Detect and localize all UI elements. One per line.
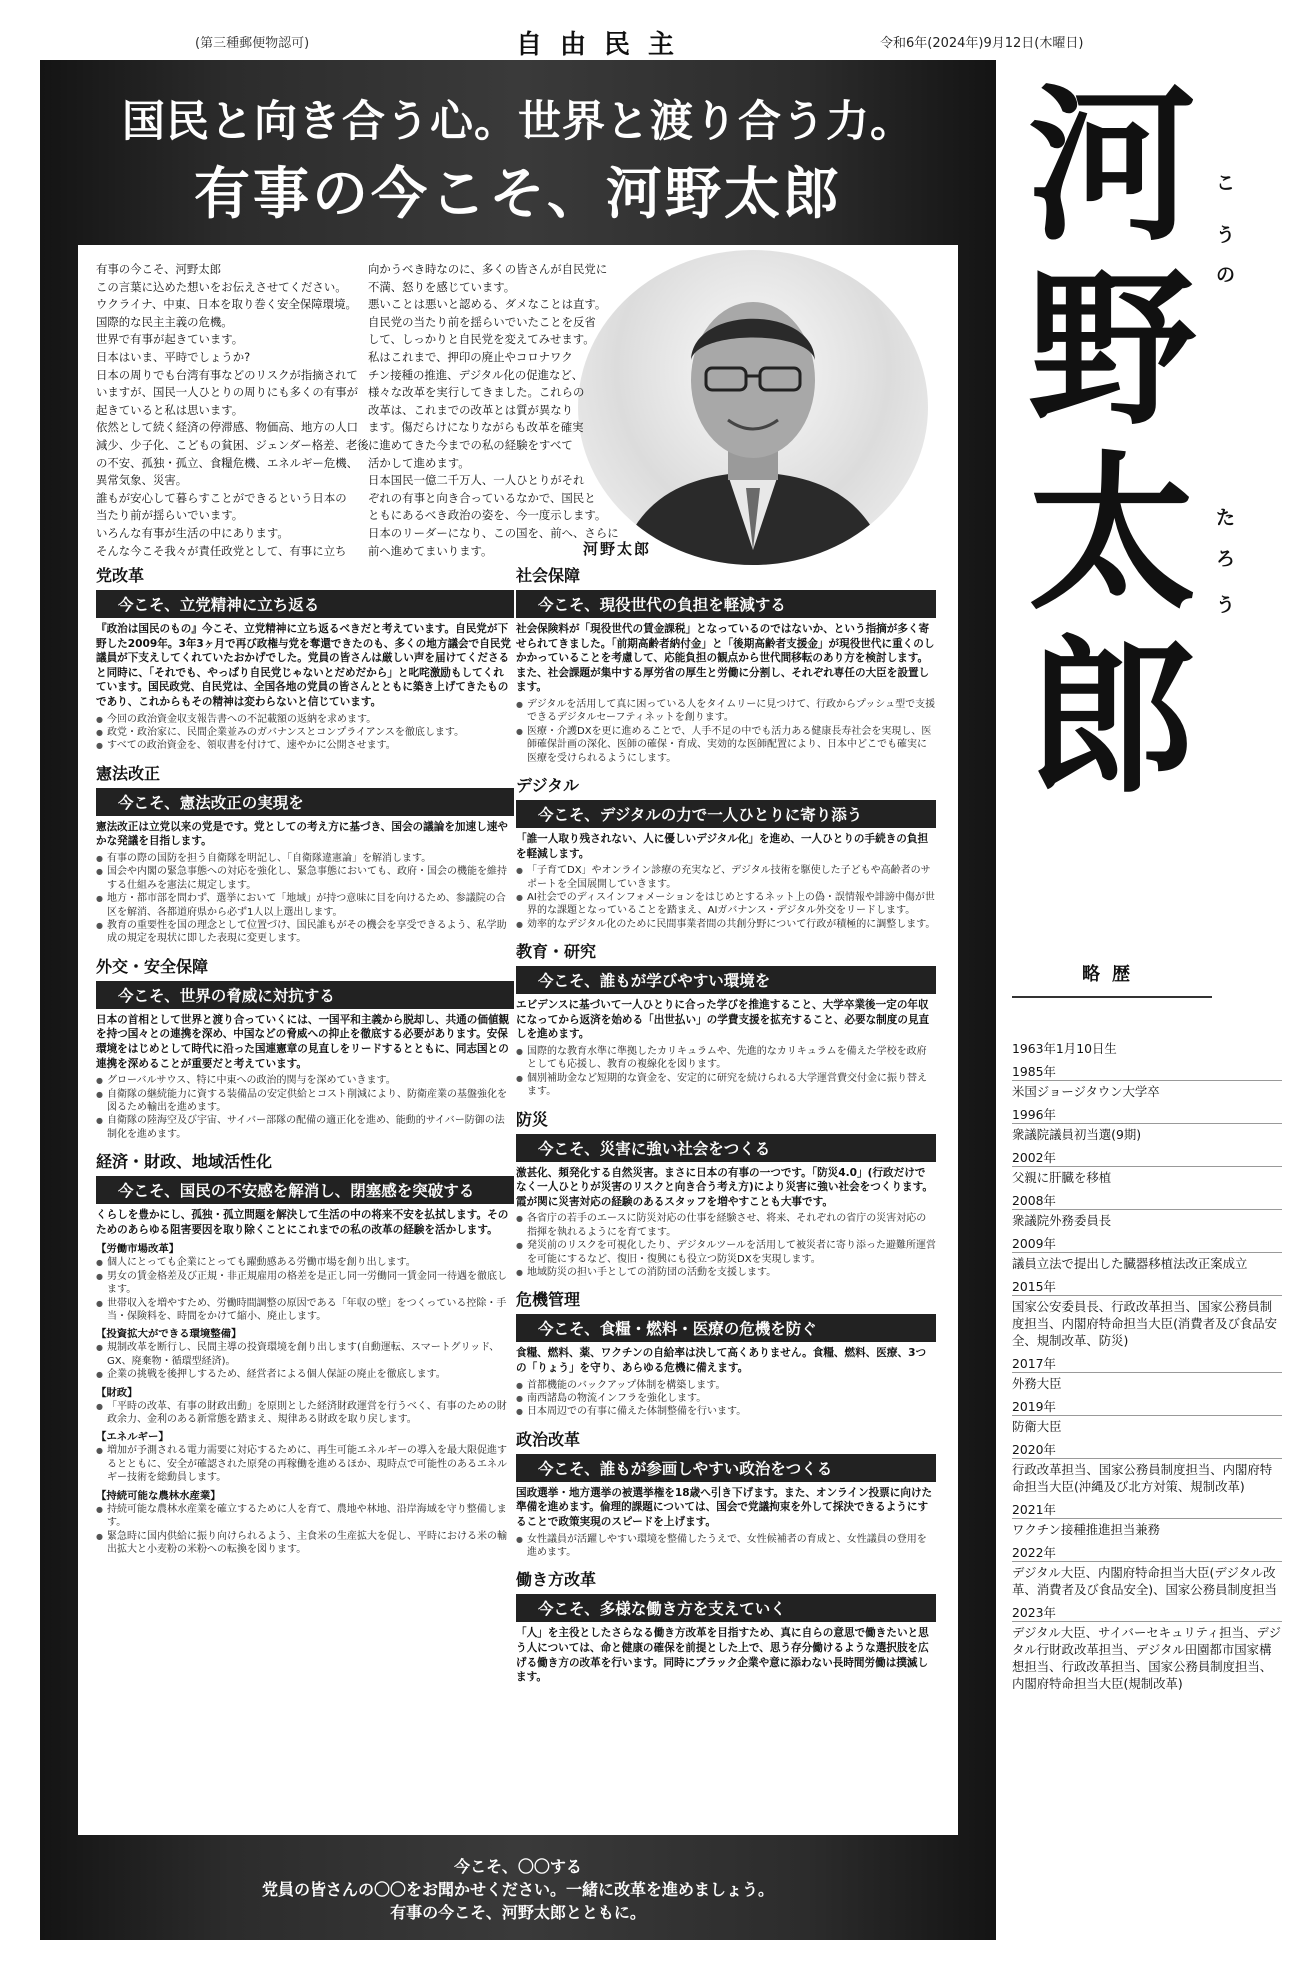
bullet-item: ● 地域防災の担い手としての消防団の活動を支援します。 bbox=[516, 1266, 936, 1279]
bullet-list bbox=[516, 1379, 936, 1419]
section-title: 社会保障 bbox=[516, 566, 581, 585]
policy-column-right bbox=[516, 563, 936, 1693]
biography-year: 2023年 bbox=[1012, 1604, 1282, 1622]
biography-year: 2021年 bbox=[1012, 1501, 1282, 1519]
biography-desc: 国家公安委員長、行政改革担当、国家公務員制度担当、内閣府特命担当大臣(消費者及び食品安全、規制改革、防災) bbox=[1012, 1299, 1278, 1348]
subsection-heading: 【労働市場改革】 bbox=[96, 1243, 180, 1256]
intro-line: いろんな有事が生活の中にあります。 bbox=[96, 525, 289, 540]
bullet-item: ● 有事の際の国防を担う自衛隊を明記し、「自衛隊違憲論」を解消します。 bbox=[96, 852, 514, 865]
name-ruby: う bbox=[1216, 594, 1236, 616]
intro-line: 日本のリーダーになり、この国を、前へ、さらに bbox=[368, 525, 619, 540]
section-title: 憲法改正 bbox=[96, 763, 161, 783]
name-ruby: の bbox=[1216, 264, 1236, 286]
issue-date: 令和6年(2024年)9月12日(木曜日) bbox=[880, 36, 1084, 51]
section-headline-bar: 今こそ、誰もが参画しやすい政治をつくる bbox=[516, 1454, 936, 1482]
biography-year: 2022年 bbox=[1012, 1544, 1282, 1562]
section-title: 政治改革 bbox=[516, 1429, 581, 1449]
biography-desc: ワクチン接種推進担当兼務 bbox=[1012, 1522, 1161, 1537]
name-ruby: ろ bbox=[1216, 548, 1236, 570]
intro-line: 日本はいま、平時でしょうか? bbox=[96, 349, 251, 364]
bullet-item: ● 緊急時に国内供給に振り向けられるよう、主食米の生産拡大を促し、平時における米の輸出拡大と小麦粉の米粉への転換を図ります。 bbox=[96, 1530, 514, 1557]
name-char: 太 bbox=[1028, 436, 1196, 632]
section-headline-bar: 今こそ、憲法改正の実現を bbox=[96, 788, 514, 816]
section-constitution bbox=[96, 761, 514, 946]
bullet-list bbox=[96, 852, 514, 946]
bullet-item: ● 効率的なデジタル化のために民間事業者間の共創分野について行政が積極的に調整します。 bbox=[516, 918, 936, 931]
bullet-item: ● 自衛隊の継続能力に資する装備品の安定供給とコスト削減により、防衛産業の基盤強化を図るため輸出を進めます。 bbox=[96, 1088, 514, 1115]
section-lead: 「人」を主役としたさらなる働き方改革を目指すため、真に自らの意思で働きたいと思う人については、命と健康の確保を前提とした上で、思う存分働けるような選択肢を広げる働き方の改革を行います。同時にブラック企業や意に添わない長時間労働は撲滅します。 bbox=[516, 1627, 929, 1684]
name-ruby: た bbox=[1216, 507, 1236, 529]
intro-line: 不満、怒りを感じています。 bbox=[368, 279, 516, 294]
bullet-item: ● デジタルを活用して真に困っている人をタイムリーに見つけて、行政からプッシュ型で支援できるデジタルセーフティネットを創ります。 bbox=[516, 698, 936, 725]
content-panel bbox=[78, 245, 958, 1835]
intro-line: 誰もが安心して暮らすことができるという日本の bbox=[96, 490, 347, 505]
headline-line1: 国民と向き合う心。世界と渡り合う力。 bbox=[122, 97, 914, 147]
biography-year: 2017年 bbox=[1012, 1355, 1282, 1373]
bullet-item: ● 「平時の改革、有事の財政出動」を原則とした経済財政運営を行うべく、有事のための財政余力、金利のある新常態を踏まえ、規律ある財政を取り戻します。 bbox=[96, 1400, 514, 1427]
section-title: 危機管理 bbox=[516, 1290, 581, 1310]
candidate-name bbox=[1028, 68, 1196, 816]
bullet-item: ● 男女の賃金格差及び正規・非正規雇用の格差を是正し同一労働同一賃金同一待遇を徹底します。 bbox=[96, 1270, 514, 1297]
section-headline-bar: 今こそ、食糧・燃料・医療の危機を防ぐ bbox=[516, 1314, 936, 1342]
section-diplomacy bbox=[96, 954, 514, 1141]
section-headline-bar: 今こそ、デジタルの力で一人ひとりに寄り添う bbox=[516, 800, 936, 828]
intro-line: 有事の今こそ、河野太郎 bbox=[96, 262, 222, 276]
biography-entry bbox=[1012, 1355, 1282, 1392]
intro-line: ます。傷だらけになりながらも改革を確実 bbox=[368, 420, 584, 435]
section-party-reform bbox=[96, 563, 514, 753]
intro-line: 起きていると私は思います。 bbox=[96, 402, 244, 417]
section-title: 働き方改革 bbox=[516, 1570, 597, 1590]
intro-line: 悪いことは悪いと認める、ダメなことは直す。 bbox=[368, 297, 607, 312]
bullet-list bbox=[96, 1341, 514, 1381]
biography-entry bbox=[1012, 1398, 1282, 1435]
biography-desc: 議員立法で提出した臓器移植法改正案成立 bbox=[1012, 1256, 1248, 1271]
intro-line: 様々な改革を実行してきました。これらの bbox=[368, 385, 585, 400]
biography-entry bbox=[1012, 1235, 1282, 1272]
closing-line: 党員の皆さんの〇〇をお聞かせください。一緒に改革を進めましょう。 bbox=[261, 1880, 774, 1899]
biography-entry bbox=[1012, 1278, 1282, 1349]
intro-line: 当たり前が揺らいでいます。 bbox=[96, 508, 244, 523]
biography-desc: 防衛大臣 bbox=[1012, 1419, 1062, 1434]
section-title: 党改革 bbox=[96, 566, 145, 585]
section-lead: 「誰一人取り残されない、人に優しいデジタル化」を進め、一人ひとりの手続きの負担を軽減します。 bbox=[516, 833, 929, 860]
biography-entry bbox=[1012, 1544, 1282, 1598]
section-lead: 国政選挙・地方選挙の被選挙権を18歳へ引き下げます。また、オンライン投票に向けた準備を進めます。倫理的課題については、国会で党議拘束を外して採決できるようにすることで政策実現のスピードを上げます。 bbox=[516, 1486, 933, 1529]
section-headline-bar: 今こそ、災害に強い社会をつくる bbox=[516, 1134, 936, 1162]
biography-entry bbox=[1012, 1441, 1282, 1495]
biography-year: 2015年 bbox=[1012, 1278, 1282, 1296]
biography-year: 2002年 bbox=[1012, 1149, 1282, 1167]
bullet-item: ● 増加が予測される電力需要に対応するために、再生可能エネルギーの導入を最大限促進するとともに、安全が確認された原発の再稼働を進めるほか、現時点で可能性のあるエネルギー技術を総動員します。 bbox=[96, 1444, 514, 1484]
subsection-heading: 【持続可能な農林水産業】 bbox=[96, 1489, 221, 1502]
bullet-item: ● 今回の政治資金収支報告書への不記載額の返納を求めます。 bbox=[96, 713, 514, 726]
biography-list bbox=[1012, 1040, 1282, 1698]
subsection-heading: 【投資拡大ができる環境整備】 bbox=[96, 1328, 242, 1341]
bullet-item: ● 発災前のリスクを可視化したり、デジタルツールを活用して被災者に寄り添った避難所運営を可能にするなど、復旧・復興にも役立つ防災DXを実現します。 bbox=[516, 1239, 936, 1266]
bullet-item: ● 日本周辺での有事に備えた体制整備を行います。 bbox=[516, 1405, 936, 1418]
biography-year: 1996年 bbox=[1012, 1106, 1282, 1124]
name-char: 野 bbox=[1028, 252, 1196, 448]
biography-desc: 衆議院議員初当選(9期) bbox=[1012, 1127, 1142, 1142]
section-headline-bar: 今こそ、現役世代の負担を軽減する bbox=[516, 590, 936, 618]
biography-year: 2019年 bbox=[1012, 1398, 1282, 1416]
headline-line2: 有事の今こそ、河野太郎 bbox=[194, 161, 842, 227]
section-title: 経済・財政、地域活性化 bbox=[96, 1152, 273, 1172]
intro-line: 国際的な民主主義の危機。 bbox=[96, 314, 233, 329]
bullet-item: ● 医療・介護DXを更に進めることで、人手不足の中でも活力ある健康長寿社会を実現し、医師確保計画の深化、医師の確保・育成、実効的な医師配置により、日本中どこでも確実に医療を受けられるようにします。 bbox=[516, 725, 936, 765]
section-lead: くらしを豊かにし、孤独・孤立問題を解決して生活の中の将来不安を払拭します。そのためのあらゆる阻害要因を取り除くことにこれまでの私の改革の経験を活かします。 bbox=[96, 1209, 509, 1236]
bullet-item: ● グローバルサウス、特に中東への政治的関与を深めていきます。 bbox=[96, 1074, 514, 1087]
biography-year: 2009年 bbox=[1012, 1235, 1282, 1253]
bullet-item: ● 国際的な教育水準に準拠したカリキュラムや、先進的なカリキュラムを備えた学校を政府としても応援し、教育の複線化を図ります。 bbox=[516, 1045, 936, 1072]
biography-entry bbox=[1012, 1192, 1282, 1229]
policy-column-left bbox=[96, 563, 514, 1564]
section-digital bbox=[516, 773, 936, 931]
intro-line: 自民党の当たり前を揺らいでいたことを反省 bbox=[368, 314, 596, 329]
biography-title: 略歴 bbox=[1012, 960, 1212, 998]
intro-line: 前へ進めてまいります。 bbox=[368, 543, 493, 558]
section-lead: エビデンスに基づいて一人ひとりに合った学びを推進すること、大学卒業後一定の年収になってから返済を始める「出世払い」の学費支援を拡充すること、必要な制度の見直しを進めます。 bbox=[516, 999, 930, 1041]
intro-text-right bbox=[368, 261, 668, 560]
section-work-style bbox=[516, 1567, 936, 1684]
bullet-item: ● 国会や内閣の緊急事態への対応を強化し、緊急事態においても、政府・国会の機能を維持する仕組みを憲法に規定します。 bbox=[96, 865, 514, 892]
biography-desc: 行政改革担当、国家公務員制度担当、内閣府特命担当大臣(沖縄及び北方対策、規制改革) bbox=[1012, 1462, 1273, 1494]
biography-desc: デジタル大臣、内閣府特命担当大臣(デジタル改革、消費者及び食品安全)、国家公務員制度担当 bbox=[1012, 1565, 1278, 1597]
intro-line: ぞれの有事と向き合っているなかで、国民と bbox=[368, 490, 596, 505]
section-headline-bar: 今こそ、多様な働き方を支えていく bbox=[516, 1594, 936, 1622]
bullet-item: ● すべての政治資金を、領収書を付けて、速やかに公開させます。 bbox=[96, 739, 514, 752]
intro-line: ともにあるべき政治の姿を、今一度示します。 bbox=[368, 508, 607, 523]
intro-line: 世界で有事が起きています。 bbox=[96, 332, 244, 347]
section-lead: 『政治は国民のもの』今こそ、立党精神に立ち返るべきだと考えています。自民党が下野した2009年。3年3ヶ月で再び政権与党を奪還できたのも、多くの地方議会で自民党議員が下支えしてくれていたおかげでした。党員の皆さんは厳しい声を届けてくださると同時に、「それでも、やっぱり自民党じゃないとだめだから」と叱咤激励もしてくれています。国民政党、自民党は、全国各地の党員の皆さんとともに築き上げてきたものであり、これからもその精神は変わらないと信じています。 bbox=[96, 623, 512, 708]
postal-notice: (第三種郵便物認可) bbox=[195, 36, 310, 51]
biography-desc: 父親に肝臓を移植 bbox=[1012, 1170, 1112, 1185]
section-headline-bar: 今こそ、立党精神に立ち返る bbox=[96, 590, 514, 618]
intro-line: 減少、少子化、こどもの貧困、ジェンダー格差、老後 bbox=[96, 437, 369, 452]
closing-message bbox=[40, 1855, 996, 1924]
bullet-list bbox=[96, 1444, 514, 1484]
biography-year: 2008年 bbox=[1012, 1192, 1282, 1210]
name-ruby: う bbox=[1216, 224, 1236, 246]
section-headline-bar: 今こそ、世界の脅威に対抗する bbox=[96, 981, 514, 1009]
name-char: 郎 bbox=[1028, 620, 1196, 816]
section-title: 教育・研究 bbox=[516, 942, 597, 962]
biography-entry bbox=[1012, 1501, 1282, 1538]
newspaper-title: 自由民主 bbox=[516, 30, 693, 60]
closing-line: 有事の今こそ、河野太郎とともに。 bbox=[390, 1903, 646, 1922]
bullet-item: ● 世帯収入を増やすため、労働時間調整の原因である「年収の壁」をつくっている控除・手当・保険料を、時間をかけて縮小、廃止します。 bbox=[96, 1297, 514, 1324]
bullet-list bbox=[516, 1533, 936, 1560]
intro-line: に進めてきた今までの私の経験をすべて bbox=[368, 437, 573, 452]
bullet-list bbox=[516, 1045, 936, 1099]
bullet-item: ● 政党・政治家に、民間企業並みのガバナンスとコンプライアンスを徹底します。 bbox=[96, 726, 514, 739]
bullet-list bbox=[96, 1074, 514, 1141]
section-lead: 憲法改正は立党以来の党是です。党としての考え方に基づき、国会の議論を加速し速やかな発議を目指します。 bbox=[96, 820, 508, 848]
name-ruby: こ bbox=[1216, 172, 1236, 194]
section-lead: 食糧、燃料、薬、ワクチンの自給率は決して高くありません。食糧、燃料、医療、3つの「りょう」を守り、あらゆる危機に備えます。 bbox=[516, 1347, 927, 1375]
bullet-list bbox=[516, 864, 936, 931]
subsection-heading: 【財政】 bbox=[96, 1386, 138, 1399]
bullet-item: ● 各省庁の若手のエースに防災対応の仕事を経験させ、将来、それぞれの省庁の災害対応の指揮を執れるようにを育てます。 bbox=[516, 1212, 936, 1239]
masthead bbox=[0, 0, 1292, 60]
intro-line: 活かして進めます。 bbox=[368, 455, 470, 470]
biography-entry bbox=[1012, 1106, 1282, 1143]
intro-line: して、しっかりと自民党を変えてみせます。 bbox=[368, 332, 595, 347]
bullet-item: ● 首都機能のバックアップ体制を構築します。 bbox=[516, 1379, 936, 1392]
bullet-item: ● 個別補助金など短期的な資金を、安定的に研究を続けられる大学運営費交付金に振り替えます。 bbox=[516, 1072, 936, 1099]
bullet-list bbox=[96, 713, 514, 753]
intro-line: 改革は、これまでの改革とは質が異なり bbox=[368, 402, 574, 417]
bullet-item: ● 南西諸島の物流インフラを強化します。 bbox=[516, 1392, 936, 1405]
signature: 河野太郎 bbox=[583, 540, 652, 558]
section-political-reform bbox=[516, 1427, 936, 1560]
section-education bbox=[516, 939, 936, 1098]
section-crisis-management bbox=[516, 1287, 936, 1418]
bullet-list bbox=[516, 1212, 936, 1279]
biography-birth: 1963年1月10日生 bbox=[1012, 1041, 1117, 1056]
bullet-item: ● 女性議員が活躍しやすい環境を整備したうえで、女性候補者の育成と、女性議員の登用を進めます。 bbox=[516, 1533, 936, 1560]
section-lead: 激甚化、頻発化する自然災害。まさに日本の有事の一つです。「防災4.0」(行政だけでなく一人ひとりが災害のリスクと向き合う考え方)により災害に強い社会をつくります。霞が関に災害対応の経験のあるスタッフを増やすことも大事です。 bbox=[516, 1166, 933, 1208]
biography-entry bbox=[1012, 1604, 1282, 1692]
intro-line: 依然として続く経済の停滞感、物価高、地方の人口 bbox=[96, 420, 358, 435]
intro-line: 私はこれまで、押印の廃止やコロナワク bbox=[368, 349, 573, 364]
section-disaster-prevention bbox=[516, 1107, 936, 1280]
bullet-item: ● AI社会でのディスインフォメーションをはじめとするネット上の偽・誤情報や誹謗中傷が世界的な課題となっていることを踏まえ、AIガバナンス・デジタル外交をリードします。 bbox=[516, 891, 936, 918]
section-lead: 日本の首相として世界と渡り合っていくには、一国平和主義から脱却し、共通の価値観を持つ国々との連携を深め、中国などの脅威への抑止を徹底する必要があります。安保環境をはじめとして時代に沿った国連憲章の見直しをリードするとともに、同志国との連携を深めることが重要だと考えています。 bbox=[96, 1013, 510, 1070]
intro-line: ウクライナ、中東、日本を取り巻く安全保障環境。 bbox=[96, 297, 357, 312]
bullet-list bbox=[516, 698, 936, 765]
bullet-item: ● 企業の挑戦を後押しするため、経営者による個人保証の廃止を徹底します。 bbox=[96, 1368, 514, 1381]
intro-line: 日本国民一億二千万人、一人ひとりがそれ bbox=[368, 473, 585, 488]
section-title: 外交・安全保障 bbox=[96, 956, 209, 976]
intro-line: 異常気象、災害。 bbox=[96, 473, 188, 488]
bullet-list bbox=[96, 1400, 514, 1427]
section-title: 防災 bbox=[516, 1109, 549, 1129]
biography-desc: 衆議院外務委員長 bbox=[1012, 1213, 1112, 1228]
bullet-item: ● 「子育てDX」やオンライン診療の充実など、デジタル技術を駆使した子どもや高齢者のサポートを全国展開していきます。 bbox=[516, 864, 936, 891]
biography-desc: 米国ジョージタウン大学卒 bbox=[1012, 1084, 1160, 1099]
biography-entry bbox=[1012, 1063, 1282, 1100]
closing-line: 今こそ、〇〇する bbox=[454, 1857, 582, 1876]
name-char: 河 bbox=[1028, 68, 1196, 264]
bullet-list bbox=[96, 1256, 514, 1323]
subsection-heading: 【エネルギー】 bbox=[96, 1431, 169, 1444]
biography-year: 1985年 bbox=[1012, 1063, 1282, 1081]
bullet-item: ● 教育の重要性を国の理念として位置づけ、国民誰もがその機会を享受できるよう、私学助成の規定を現状に即した表現に変更します。 bbox=[96, 919, 514, 946]
section-lead: 社会保険料が「現役世代の賃金課税」となっているのではないか、という指摘が多く寄せられてきました。「前期高齢者納付金」と「後期高齢者支援金」が現役世代に重くのしかかっていることを考慮して、応能負担の観点から世代間移転のあり方を検討します。また、社会課題が集中する厚労省の厚生と労働に分割し、それぞれ専任の大臣を設置します。 bbox=[516, 623, 935, 694]
bullet-item: ● 持続可能な農林水産業を確立するために人を育て、農地や林地、沿岸海域を守り整備します。 bbox=[96, 1503, 514, 1530]
biography-year: 2020年 bbox=[1012, 1441, 1282, 1459]
biography-desc: 外務大臣 bbox=[1012, 1376, 1062, 1391]
intro-line: いますが、国民一人ひとりの周りにも多くの有事が bbox=[96, 385, 358, 400]
biography-entry bbox=[1012, 1149, 1282, 1186]
intro-line: の不安、孤独・孤立、食糧危機、エネルギー危機、 bbox=[96, 455, 358, 470]
main-ad-panel bbox=[40, 60, 996, 1940]
section-social-security bbox=[516, 563, 936, 765]
intro-text-left bbox=[96, 261, 398, 560]
bullet-item: ● 個人にとっても企業にとっても躍動感ある労働市場を創り出します。 bbox=[96, 1256, 514, 1269]
intro-line: この言葉に込めた想いをお伝えさせてください。 bbox=[96, 279, 347, 294]
section-title: デジタル bbox=[516, 776, 580, 795]
section-headline-bar: 今こそ、国民の不安感を解消し、閉塞感を突破する bbox=[96, 1176, 514, 1204]
section-headline-bar: 今こそ、誰もが学びやすい環境を bbox=[516, 966, 936, 994]
intro-line: 向かうべき時なのに、多くの皆さんが自民党に bbox=[368, 262, 608, 276]
biography-desc: デジタル大臣、サイバーセキュリティ担当、デジタル行財政改革担当、デジタル田園都市国家構想担当、行政改革担当、国家公務員制度担当、内閣府特命担当大臣(規制改革) bbox=[1012, 1625, 1281, 1691]
bullet-list bbox=[96, 1503, 514, 1557]
intro-line: そんな今こそ我々が責任政党として、有事に立ち bbox=[96, 543, 347, 558]
intro-line: チン接種の推進、デジタル化の促進など、 bbox=[368, 367, 584, 382]
bullet-item: ● 自衛隊の陸海空及び宇宙、サイバー部隊の配備の適正化を進め、能動的サイバー防御の法制化を進めます。 bbox=[96, 1114, 514, 1141]
section-economy bbox=[96, 1149, 514, 1556]
bullet-item: ● 地方・都市部を問わず、選挙において「地域」が持つ意味に目を向けるため、参議院の合区を解消、各都道府県から必ず1人以上選出します。 bbox=[96, 892, 514, 919]
bullet-item: ● 規制改革を断行し、民間主導の投資環境を創り出します(自動運転、スマートグリッド、GX、廃棄物・循環型経済)。 bbox=[96, 1341, 514, 1368]
intro-line: 日本の周りでも台湾有事などのリスクが指摘されて bbox=[96, 367, 358, 382]
